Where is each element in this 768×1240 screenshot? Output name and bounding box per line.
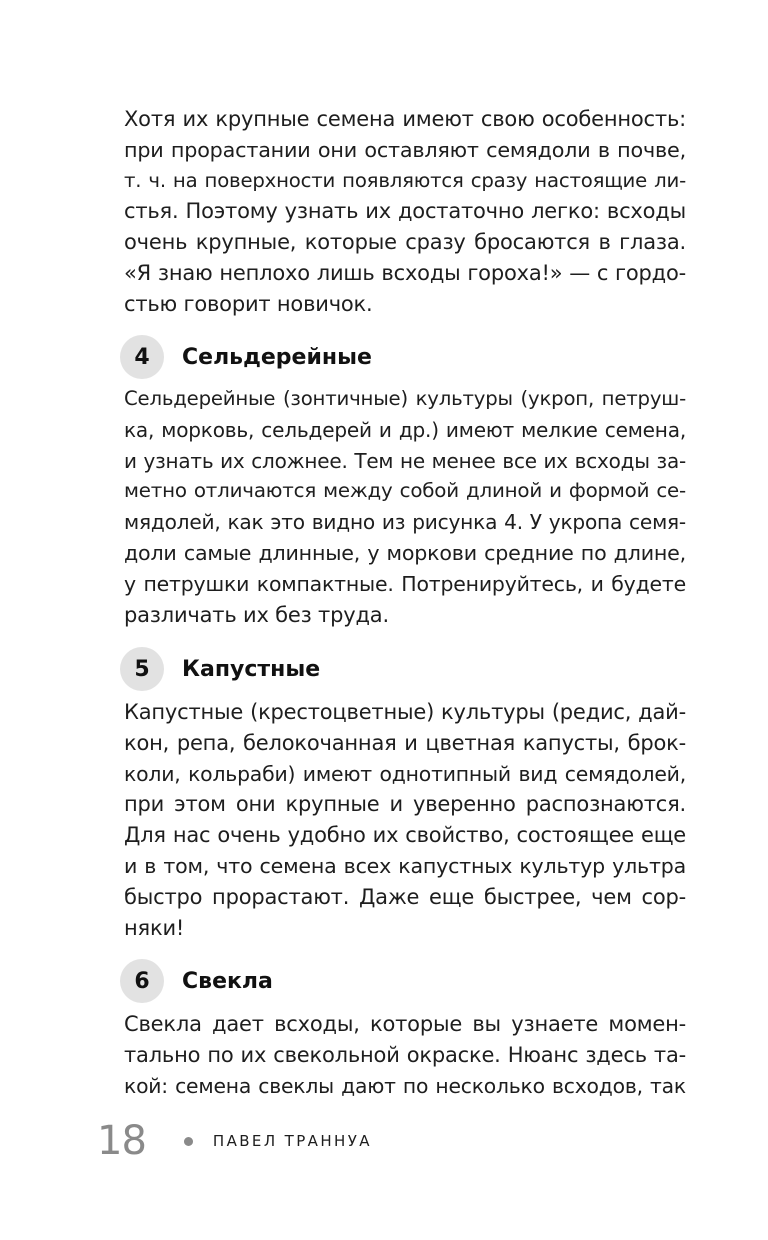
text-line: стья. Поэтому узнать их достаточно легко: всходы (124, 199, 686, 224)
text-line: Свекла дает всходы, которые вы узнаете момен- (124, 1012, 686, 1036)
author-name: ПАВЕЛ ТРАННУА (212, 1132, 372, 1150)
text-line: т. ч. на поверхности появляются сразу настоящие ли- (124, 168, 686, 192)
text-line: ка, морковь, сельдерей и др.) имеют мелкие семена, (124, 417, 686, 442)
text-line: Сельдерейные (зонтичные) культуры (укроп, петруш- (124, 387, 686, 410)
text-line: стью говорит новичок. (124, 291, 373, 316)
section-paragraph (124, 384, 686, 630)
section-number-badge: 5 (120, 647, 164, 691)
text-line: кой: семена свеклы дают по несколько всходов, так (124, 1073, 686, 1098)
section-heading (120, 647, 320, 691)
section-title: Свекла (182, 968, 273, 994)
text-line: у петрушки компактные. Потренируйтесь, и будете (124, 571, 686, 596)
section-title: Капустные (182, 656, 321, 682)
text-line: и в том, что семена всех капустных культур ультра (124, 853, 686, 878)
section-number-badge: 6 (120, 959, 164, 1003)
text-line: при этом они крупные и уверенно распознаются. (124, 792, 686, 817)
text-line: Хотя их крупные семена имеют свою особенность: (124, 107, 686, 131)
text-line: коли, кольраби) имеют однотипный вид семядолей, (124, 761, 686, 786)
intro-paragraph (124, 104, 686, 320)
text-line: доли самые длинные, у моркови средние по длине, (124, 540, 686, 565)
section-paragraph (124, 697, 686, 943)
text-line: и узнать их сложнее. Тем не менее все их всходы за- (124, 448, 686, 473)
text-line: мядолей, как это видно из рисунка 4. У укропа семя- (124, 510, 686, 535)
section-paragraph (124, 1009, 686, 1101)
text-line: очень крупные, которые сразу бросаются в глаза. (124, 230, 686, 255)
text-line: различать их без труда. (124, 602, 389, 627)
section-title: Сельдерейные (182, 344, 372, 370)
section-number-badge: 4 (120, 335, 164, 379)
text-line: «Я знаю неплохо лишь всходы гороха!» — с гордо- (124, 260, 686, 285)
text-line: кон, репа, белокочанная и цветная капусты, брок- (124, 730, 686, 755)
text-line: тально по их свекольной окраске. Нюанс здесь та- (124, 1042, 686, 1067)
text-line: при прорастании они оставляют семядоли в почве, (124, 137, 686, 162)
section-heading (120, 959, 273, 1003)
text-line: Для нас очень удобно их свойство, состоящее еще (124, 823, 686, 848)
text-line: быстро прорастают. Даже еще быстрее, чем сор- (124, 884, 686, 909)
page-footer (97, 1118, 372, 1164)
text-line: няки! (124, 915, 185, 940)
page-number: 18 (97, 1118, 146, 1164)
bullet-dot-icon (184, 1137, 193, 1146)
text-line: метно отличаются между собой длиной и формой се- (124, 479, 686, 503)
text-line: Капустные (крестоцветные) культуры (редис, дай- (124, 700, 686, 724)
section-heading (120, 335, 372, 379)
